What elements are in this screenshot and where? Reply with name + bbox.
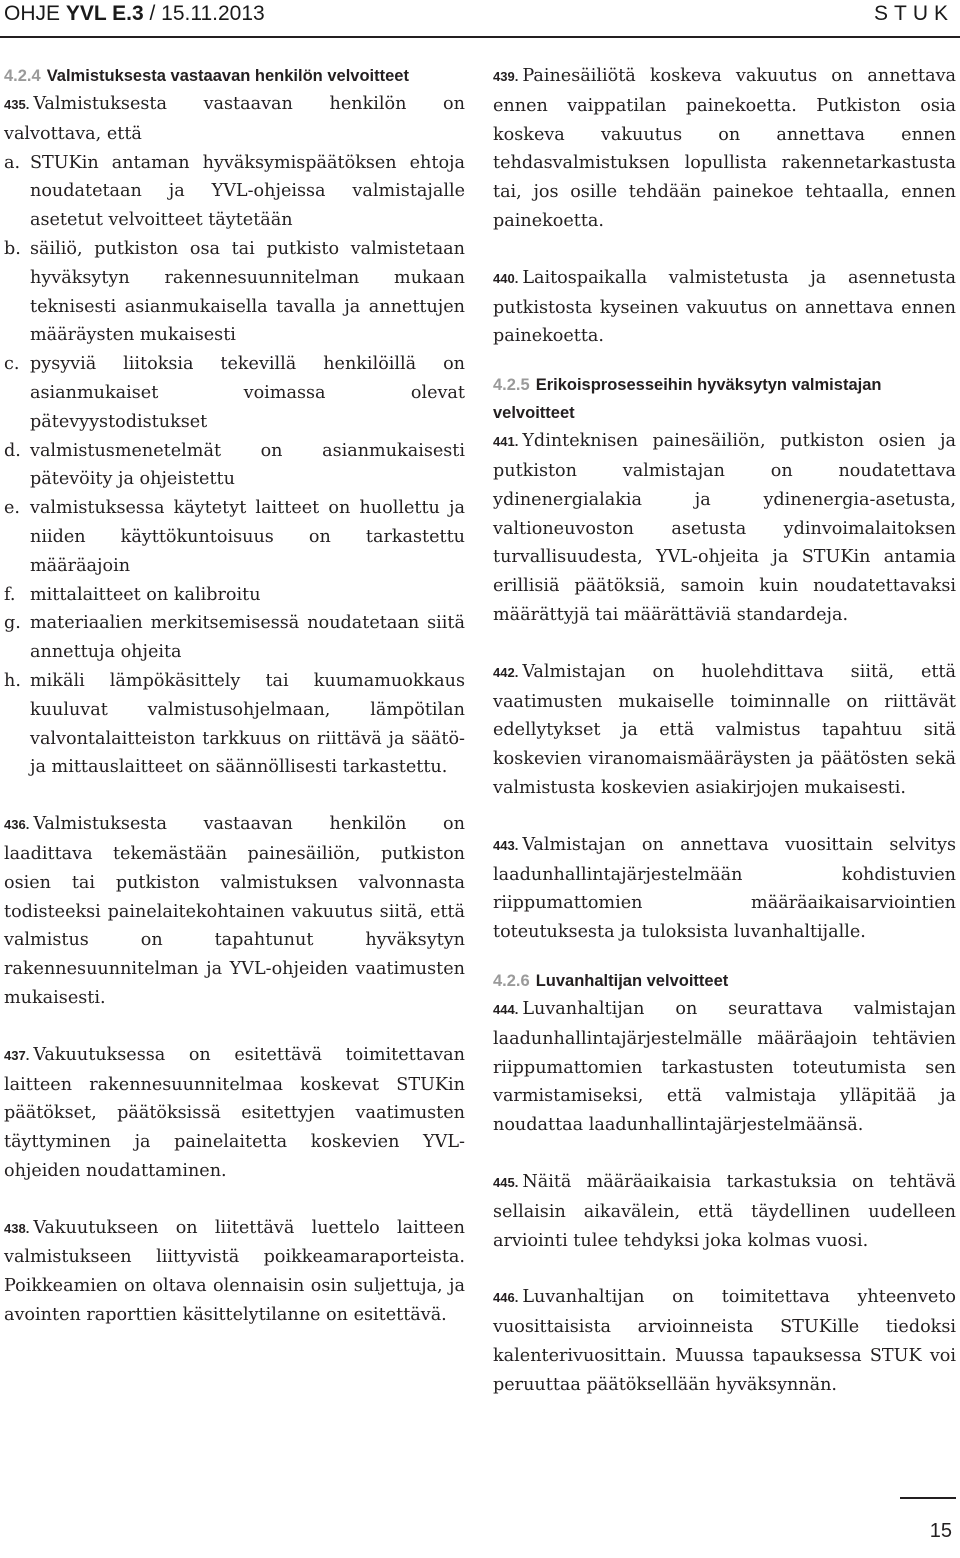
list-item-text: mikäli lämpökäsittely tai kuumamuokkaus kuuluvat valmistusohjelmaan, lämpötilan valvontalaitteiston tarkkuus on riittävä ja säätö- ja mittauslaitteet on säännöllisesti tarkastettu. xyxy=(30,670,465,778)
paragraph-number: 446. xyxy=(493,1290,519,1306)
list-item-text: STUKin antaman hyväksymispäätöksen ehtoja noudatetaan ja YVL-ohjeissa valmistajalle asetetut velvoitteet täytetään xyxy=(30,152,465,231)
paragraph-number: 435. xyxy=(4,97,30,112)
list-letter: c. xyxy=(4,354,20,375)
paragraph-number: 444. xyxy=(493,1001,519,1017)
paragraph-number: 438. xyxy=(4,1220,30,1236)
paragraph-number: 436. xyxy=(4,817,30,833)
organization-name: STUK xyxy=(873,2,954,25)
page-number: 15 xyxy=(929,1520,952,1542)
paragraph-442 xyxy=(493,658,956,803)
list-letter: a. xyxy=(4,152,21,173)
right-column xyxy=(493,62,956,1399)
section-title: Erikoisprosesseihin hyväksytyn valmistajan velvoitteet xyxy=(493,376,882,423)
paragraph-text: Vakuutukseen on liitettävä luettelo laitteen valmistukseen liittyvistä poikkeamaraporteista. Poikkeamien on oltava olennaisin osin suljettuja, ja avointen raporttien käsittelytilanne on esitettävä. xyxy=(4,1217,465,1326)
paragraph-text: Valmistuksesta vastaavan henkilön on valvottava, että xyxy=(4,94,465,144)
list-item xyxy=(4,667,465,782)
list-item-text: säiliö, putkiston osa tai putkisto valmistetaan hyväksytyn rakennesuunnitelman mukaan teknisesti asianmukaisella tavalla ja annettujen määräysten mukaisesti xyxy=(30,238,465,346)
list-item xyxy=(4,350,465,436)
list-letter: d. xyxy=(4,440,21,461)
paragraph-445 xyxy=(493,1168,956,1255)
requirements-list xyxy=(4,149,465,783)
section-number: 4.2.5 xyxy=(493,376,530,395)
section-heading-4-2-4 xyxy=(4,62,465,90)
paragraph-number: 439. xyxy=(493,69,519,84)
header-rule xyxy=(0,36,960,38)
list-item xyxy=(4,437,465,495)
list-item-text: valmistuksessa käytetyt laitteet on huollettu ja niiden käyttökuntoisuus on tarkastettu määräajoin xyxy=(30,498,465,576)
paragraph-text: Vakuutuksessa on esitettävä toimitettavan laitteen rakennesuunnitelmaa koskevat STUKin päätökset, päätöksissä esitettyjen vaatimusten täyttyminen ja painelaitetta koskevien YVL-ohjeiden noudattaminen. xyxy=(4,1044,465,1181)
guide-prefix: OHJE xyxy=(4,2,66,25)
page-header xyxy=(0,0,960,36)
paragraph-443 xyxy=(493,831,956,947)
paragraph-text: Laitospaikalla valmistetusta ja asennetusta putkistosta kyseinen vakuutus on annettava ennen painekoetta. xyxy=(493,267,956,347)
list-item xyxy=(4,494,465,580)
list-item xyxy=(4,581,465,610)
paragraph-text: Luvanhaltijan on toimitettava yhteenveto vuosittaisista arvioinneista STUKille tiedoksi kalenterivuosittain. Muussa tapauksessa STUK voi peruuttaa päätöksellään hyväksynnän. xyxy=(493,1287,956,1395)
guide-date: / 15.11.2013 xyxy=(143,2,265,25)
list-item-text: mittalaitteet on kalibroitu xyxy=(30,584,261,605)
paragraph-number: 440. xyxy=(493,270,519,286)
paragraph-446 xyxy=(493,1283,956,1399)
section-title: Luvanhaltijan velvoitteet xyxy=(535,971,729,990)
list-letter: g. xyxy=(4,613,21,634)
guide-reference xyxy=(4,2,265,26)
paragraph-number: 437. xyxy=(4,1047,30,1063)
section-heading-4-2-5 xyxy=(493,371,956,427)
paragraph-435 xyxy=(4,90,465,149)
paragraph-text: Painesäiliötä koskeva vakuutus on annettava ennen vaippatilan painekoetta. Putkiston osia koskeva vakuutus on annettava ennen tehdasvalmistuksen lopullista rakennetarkastusta tai, jos osille tehdään painekoe tehtaalla, ennen painekoetta. xyxy=(493,66,956,231)
paragraph-text: Valmistajan on huolehdittava siitä, että vaatimusten mukaiselle toiminnalle on riittävät edellytykset ja että valmistus tapahtuu sitä koskevien viranomaismääräysten ja päätösten sekä valmistusta koskevien asiakirjojen mukaisesti. xyxy=(493,661,956,798)
paragraph-text: Valmistajan on annettava vuosittain selvitys laadunhallintajärjestelmään kohdistuvien riippumattomien määräaikaisarviointien toteutuksesta ja tuloksista luvanhaltijalle. xyxy=(493,834,956,943)
list-item xyxy=(4,149,465,235)
paragraph-text: Näitä määräaikaisia tarkastuksia on tehtävä sellaisin aikavälein, että täydellinen uudelleen arviointi tulee tehdyksi joka kolmas vuosi. xyxy=(493,1171,956,1251)
paragraph-number: 445. xyxy=(493,1174,519,1190)
section-title: Valmistuksesta vastaavan henkilön velvoitteet xyxy=(46,67,409,85)
list-item xyxy=(4,609,465,667)
paragraph-436 xyxy=(4,810,465,1013)
paragraph-number: 441. xyxy=(493,434,519,450)
paragraph-438 xyxy=(4,1214,465,1330)
paragraph-441 xyxy=(493,427,956,630)
paragraph-text: Valmistuksesta vastaavan henkilön on laadittava tekemästään painesäiliön, putkiston osien tai putkiston valmistuksen valvonnasta todisteeksi painelaitekohtainen vakuutus siitä, että valmistus on tapahtunut hyväksytyn rakennesuunnitelman ja YVL-ohjeiden vaatimusten mukaisesti. xyxy=(4,814,465,1008)
paragraph-444 xyxy=(493,995,956,1140)
list-item xyxy=(4,235,465,350)
paragraph-number: 442. xyxy=(493,664,519,680)
footer-rule xyxy=(900,1497,956,1499)
paragraph-text: Ydinteknisen painesäiliön, putkiston osien ja putkiston valmistajan on noudatettava ydinenergialakia ja ydinenergia-asetusta, valtioneuvoston asetusta ydinvoimalaitoksen turvallisuudesta, YVL-ohjeita ja STUKin antamia erillisiä päätöksiä, samoin kuin noudatettavaksi määrättyjä tai määrättäviä standardeja. xyxy=(493,431,956,625)
list-item-text: materiaalien merkitsemisessä noudatetaan siitä annettuja ohjeita xyxy=(30,613,465,663)
section-number: 4.2.6 xyxy=(493,971,530,990)
guide-code: YVL E.3 xyxy=(65,2,144,25)
list-letter: b. xyxy=(4,238,21,259)
list-letter: f. xyxy=(4,584,16,605)
section-number: 4.2.4 xyxy=(4,67,41,85)
paragraph-439 xyxy=(493,62,956,236)
paragraph-437 xyxy=(4,1041,465,1186)
list-letter: h. xyxy=(4,670,21,691)
paragraph-440 xyxy=(493,264,956,351)
paragraph-number: 443. xyxy=(493,837,519,853)
list-letter: e. xyxy=(4,498,21,519)
list-item-text: pysyviä liitoksia tekevillä henkilöillä on asianmukaiset voimassa olevat pätevyystodistukset xyxy=(30,354,465,432)
paragraph-text: Luvanhaltijan on seurattava valmistajan laadunhallintajärjestelmälle määräajoin tehtävien riippumattomien tarkastusten toteutumista sen varmistamiseksi, että valmistaja ylläpitää ja noudattaa laadunhallintajärjestelmäänsä. xyxy=(493,998,956,1136)
section-heading-4-2-6 xyxy=(493,967,956,995)
left-column xyxy=(4,62,465,1330)
list-item-text: valmistusmenetelmät on asianmukaisesti pätevöity ja ohjeistettu xyxy=(30,440,465,490)
